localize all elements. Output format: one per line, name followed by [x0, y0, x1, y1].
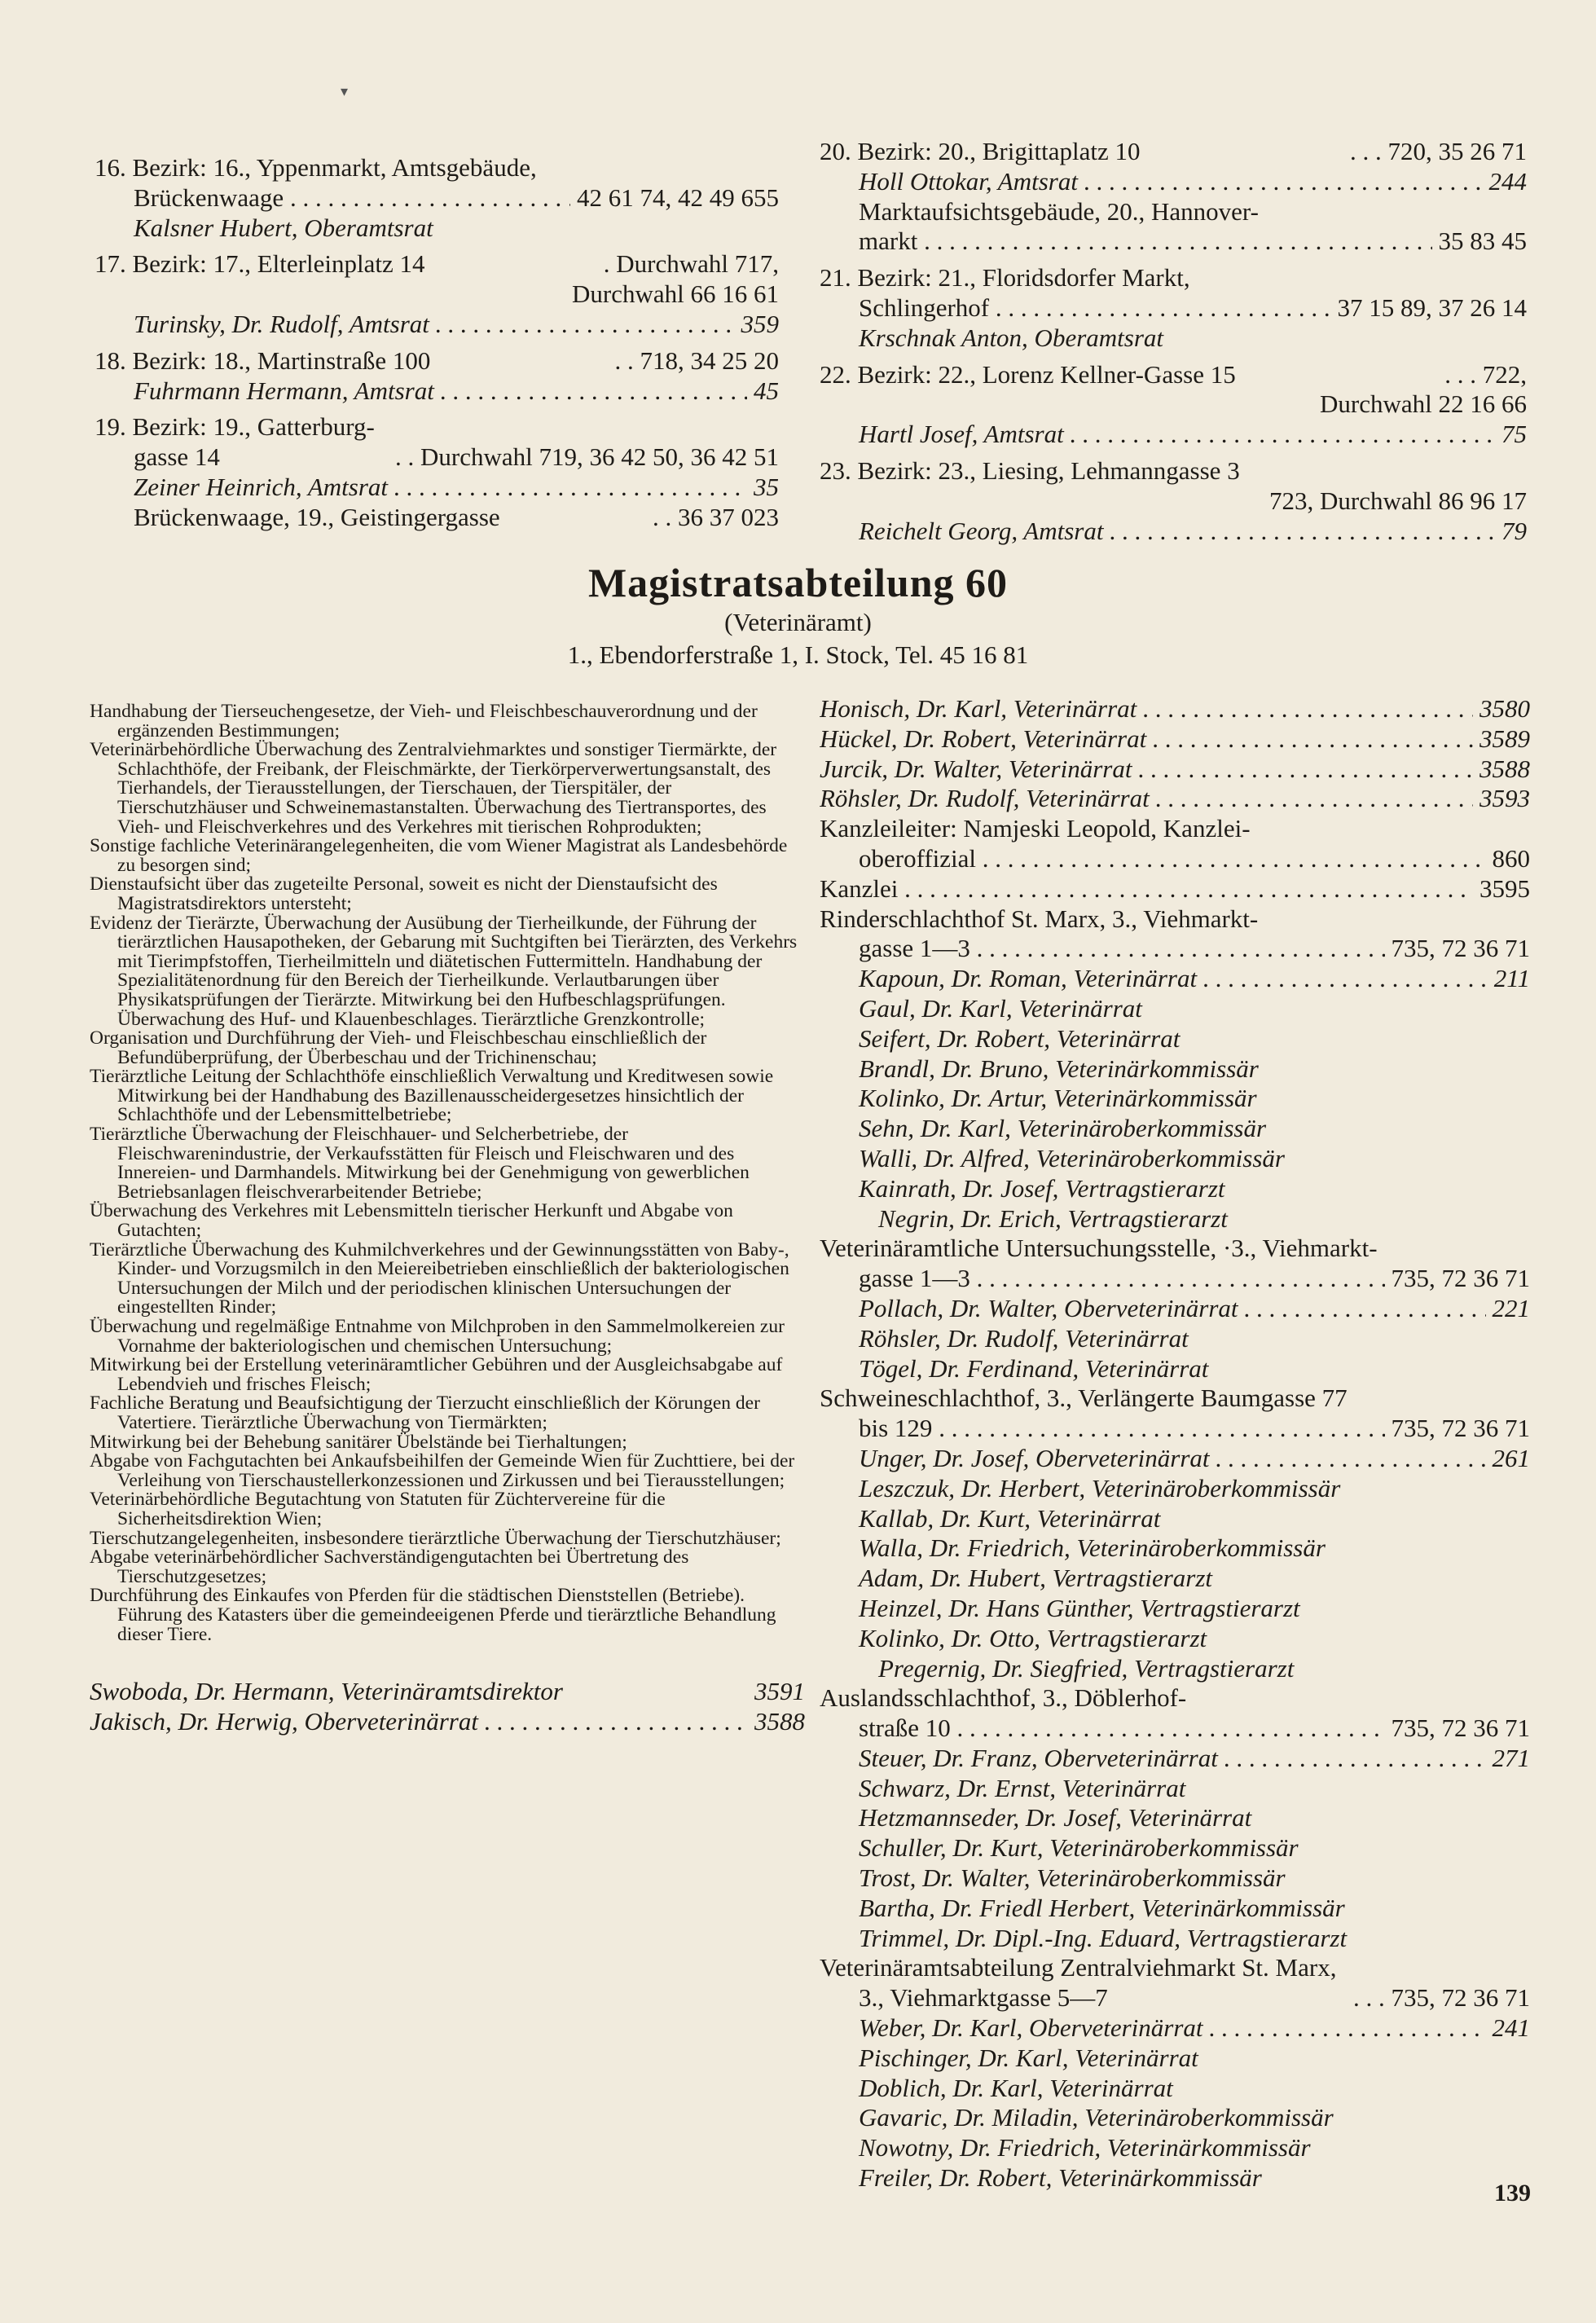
entry-number: . . . 720, 35 26 71: [1343, 137, 1527, 167]
entry-text: Nowotny, Dr. Friedrich, Veterinärkommissär: [859, 2133, 1311, 2162]
entry-line: [820, 389, 1527, 420]
entry-line: [95, 346, 779, 376]
entry-line: [820, 227, 1527, 257]
entry-text: Turinsky, Dr. Rudolf, Amtsrat . . .: [134, 310, 779, 340]
duty-item: Tierärztliche Überwachung des Kuhmilchverkehres und der Gewinnungsstätten von Baby-, Kinder- und Vorzugsmilch in den Meiereibetrieben einschließlich der bakteriologischen Untersuchungen der Milch und der periodischen klinischen Untersuchungen der eingestellten Rinder;: [90, 1238, 789, 1318]
entry-line: [820, 197, 1527, 227]
entry-line: [820, 1863, 1530, 1894]
entry-number: 359: [735, 310, 780, 340]
entry-text: 20. Bezirk: 20., Brigittaplatz 10: [820, 137, 1141, 165]
duty-item: Dienstaufsicht über das zugeteilte Personal, soweit es nicht der Dienstaufsicht des Magistratsdirektors untersteht;: [90, 873, 718, 914]
duty-item: Abgabe veterinärbehördlicher Sachverständigengutachten bei Übertretung des Tierschutzgesetzes;: [90, 1546, 689, 1587]
entry-line: [820, 2133, 1530, 2163]
entry-line: [820, 1204, 1530, 1234]
entry-line: [820, 814, 1530, 844]
entry-line: [820, 904, 1530, 935]
entry-number: 35 83 45: [1432, 227, 1528, 257]
duties-column: [90, 702, 805, 1737]
entry-number: . . . 722,: [1438, 360, 1527, 390]
entry-number: 3591: [748, 1677, 805, 1707]
entry-line: [90, 1677, 805, 1707]
duty-item: Fachliche Beratung und Beaufsichtigung der Tierzucht einschließlich der Körungen der Vatertiere. Tierärztliche Überwachung von Tiermärkten;: [90, 1392, 760, 1433]
duty-item: Veterinärbehördliche Überwachung des Zentralviehmarktes und sonstiger Tiermärkte, der Schlachthöfe, der Freibank, der Fleischmärkte, der Tierkörperverwertungsanstalt, des Tierhandels, der Tierausstellungen, der Tierschauen, der Tierspitäler, der Tierschutzhäuser und Schweinemastanstalten. Überwachung des Tiertransportes, des Vieh- und Fleischverkehres und des Verkehres mit tierischen Rohprodukten;: [90, 739, 777, 838]
entry-line: [820, 964, 1530, 994]
entry-line: [820, 1894, 1530, 1924]
entry-line: [820, 1533, 1530, 1564]
entry-line: [820, 323, 1527, 354]
district-list-right: [820, 137, 1527, 552]
entry-number: 271: [1486, 1744, 1531, 1774]
entry-line: [820, 1504, 1530, 1534]
entry-line: [820, 1774, 1530, 1804]
entry-line: [820, 263, 1527, 293]
entry-text: Hartl Josef, Amtsrat . . .: [859, 420, 1527, 450]
entry-text: Negrin, Dr. Erich, Vertragstierarzt: [878, 1203, 1228, 1233]
entry-line: [95, 183, 779, 213]
entry-text: Durchwahl 66 16 61: [572, 279, 779, 309]
entry-text: Jakisch, Dr. Herwig, Oberveterinärrat . . .: [90, 1707, 805, 1737]
entry-text: Leszczuk, Dr. Herbert, Veterinäroberkommissär: [859, 1473, 1341, 1502]
entry-text: Fuhrmann Hermann, Amtsrat . . .: [134, 376, 779, 407]
entry-line: [820, 1683, 1530, 1714]
entry-number: 79: [1495, 517, 1527, 547]
entry-text: Holl Ottokar, Amtsrat . . .: [859, 167, 1527, 197]
entry-text: Veterinäramtsabteilung Zentralviehmarkt St. Marx,: [820, 1953, 1337, 1982]
entry-text: Hetzmannseder, Dr. Josef, Veterinärrat: [859, 1803, 1252, 1832]
entry-line: [95, 310, 779, 340]
entry-text: Kalsner Hubert, Oberamtsrat: [134, 213, 433, 242]
entry-number: 735, 72 36 71: [1385, 1264, 1531, 1294]
entry-line: [820, 1474, 1530, 1504]
entry-text: Röhsler, Dr. Rudolf, Veterinärrat . . .: [820, 784, 1530, 814]
district-list-left: [95, 153, 779, 539]
entry-line: [820, 1114, 1530, 1144]
entry-number: 241: [1486, 2013, 1531, 2044]
entry-number: 3593: [1473, 784, 1530, 814]
entry-text: 723, Durchwahl 86 96 17: [1269, 486, 1527, 515]
entry-line: [90, 1707, 805, 1737]
entry-text: Walla, Dr. Friedrich, Veterinäroberkommissär: [859, 1533, 1326, 1563]
entry-line: [820, 1953, 1530, 1983]
duty-item: Abgabe von Fachgutachten bei Ankaufsbeihilfen der Gemeinde Wien für Zuchttiere, bei der Verleihung von Tierschaustellerkonzessionen und Zirkussen und bei Tierausstellungen;: [90, 1450, 795, 1491]
duty-item: Durchführung des Einkaufes von Pferden für die städtischen Dienststellen (Betriebe). Führung des Katasters über die gemeindeeigenen Pferde und tierärztliche Behandlung dieser Tiere.: [90, 1585, 776, 1645]
entry-text: Kainrath, Dr. Josef, Vertragstierarzt: [859, 1173, 1225, 1203]
entry-line: [820, 1414, 1530, 1444]
entry-text: Brückenwaage . . .: [134, 183, 779, 213]
page-number: 139: [1494, 2180, 1531, 2206]
entry-text: Veterinäramtliche Untersuchungsstelle, ·3., Viehmarkt-: [820, 1234, 1378, 1263]
entry-number: 211: [1488, 964, 1530, 994]
entry-line: [820, 1384, 1530, 1414]
entry-line: [95, 153, 779, 183]
entry-text: Brandl, Dr. Bruno, Veterinärkommissär: [859, 1054, 1259, 1083]
district-entry: [95, 412, 779, 532]
entry-line: [820, 137, 1527, 167]
entry-line: [95, 279, 779, 310]
entry-line: [820, 724, 1530, 755]
entry-line: [95, 473, 779, 503]
entry-number: 3589: [1473, 724, 1530, 755]
entry-text: Durchwahl 22 16 66: [1320, 389, 1527, 419]
duty-item: Evidenz der Tierärzte, Überwachung der Ausübung der Tierheilkunde, der Führung der tierärztlichen Hausapotheken, der Gebarung mit Suchtgiften bei Tierärzten, des Verkehrs mit Tierimpfstoffen, Tierheilmitteln und diätetischen Futtermitteln. Handhabung der Spezialitätenordnung für den Bereich der Tierheilkunde. Verlautbarungen über Physikatsprüfungen der Tierärzte. Mitwirkung bei den Hufbeschlagsprüfungen. Überwachung des Huf- und Klauenbeschlages. Tierärztliche Grenzkontrolle;: [90, 912, 798, 1030]
department-title: Magistratsabteilung 60: [587, 560, 1009, 605]
entry-text: Tögel, Dr. Ferdinand, Veterinärrat: [859, 1353, 1209, 1383]
entry-text: Schlingerhof . . .: [859, 293, 1527, 323]
entry-text: Weber, Dr. Karl, Oberveterinärrat . . .: [859, 2013, 1530, 2044]
entry-line: [820, 1324, 1530, 1354]
entry-number: . . 36 37 023: [646, 503, 779, 533]
entry-line: [820, 934, 1530, 964]
district-entry: [820, 456, 1527, 546]
entry-text: Seifert, Dr. Robert, Veterinärrat: [859, 1023, 1181, 1053]
entry-line: [820, 2013, 1530, 2044]
entry-text: Gavaric, Dr. Miladin, Veterinäroberkommissär: [859, 2103, 1334, 2132]
entry-line: [820, 2044, 1530, 2074]
department-address: 1., Ebendorferstraße 1, I. Stock, Tel. 45 16 81: [567, 640, 1029, 669]
duty-item: Tierärztliche Überwachung der Fleischhauer- und Selcherbetriebe, der Fleischwarenindustrie, der Verkaufsstätten für Fleisch und Fleischwaren und des Innereien- und Darmhandels. Mitwirkung bei der Genehmigung von gewerblichen Betriebsanlagen fleischverarbeitender Betriebe;: [90, 1124, 750, 1203]
entry-line: [820, 2163, 1530, 2193]
chiefs-list: [90, 1677, 805, 1737]
entry-text: Hückel, Dr. Robert, Veterinärrat . . .: [820, 724, 1530, 755]
entry-number: 860: [1486, 844, 1531, 874]
entry-number: . . Durchwahl 719, 36 42 50, 36 42 51: [389, 442, 779, 473]
entry-line: [820, 1714, 1530, 1744]
district-entry: [95, 153, 779, 243]
entry-text: Krschnak Anton, Oberamtsrat: [859, 323, 1164, 352]
entry-line: [820, 293, 1527, 323]
entry-text: 17. Bezirk: 17., Elterleinplatz 14: [95, 249, 425, 279]
district-entry: [820, 263, 1527, 353]
entry-number: 221: [1486, 1294, 1531, 1324]
entry-number: . . 718, 34 25 20: [609, 346, 780, 376]
entry-line: [820, 1833, 1530, 1863]
entry-line: [820, 1594, 1530, 1624]
entry-line: [820, 1803, 1530, 1833]
district-entry: [95, 249, 779, 339]
entry-text: Kolinko, Dr. Artur, Veterinärkommissär: [859, 1084, 1257, 1113]
entry-number: 261: [1486, 1444, 1531, 1474]
entry-line: [820, 694, 1530, 724]
entry-line: [820, 1624, 1530, 1654]
entry-line: [95, 412, 779, 442]
entry-text: Zeiner Heinrich, Amtsrat . . .: [134, 473, 779, 503]
entry-text: oberoffizial . . .: [859, 844, 1530, 874]
entry-line: [820, 1054, 1530, 1085]
ornament-mark: ▾: [341, 83, 349, 99]
duties-list: [90, 702, 805, 1644]
district-entry: [820, 137, 1527, 257]
entry-line: [820, 1294, 1530, 1324]
entry-text: 21. Bezirk: 21., Floridsdorfer Markt,: [820, 263, 1190, 293]
entry-number: 735, 72 36 71: [1385, 1414, 1531, 1444]
entry-text: Trimmel, Dr. Dipl.-Ing. Eduard, Vertragstierarzt: [859, 1923, 1348, 1952]
entry-text: Swoboda, Dr. Hermann, Veterinäramtsdirektor: [90, 1677, 563, 1706]
entry-text: Kolinko, Dr. Otto, Vertragstierarzt: [859, 1623, 1207, 1652]
duty-item: Handhabung der Tierseuchengesetze, der Vieh- und Fleischbeschauverordnung und der ergänzenden Bestimmungen;: [90, 701, 758, 741]
entry-text: Walli, Dr. Alfred, Veterinäroberkommissär: [859, 1143, 1285, 1172]
entry-line: [820, 1234, 1530, 1264]
entry-text: Marktaufsichtsgebäude, 20., Hannover-: [859, 196, 1259, 226]
entry-line: [820, 994, 1530, 1024]
duty-item: Überwachung des Verkehres mit Lebensmitteln tierischer Herkunft und Abgabe von Gutachten;: [90, 1200, 733, 1242]
entry-text: bis 129 . . .: [859, 1414, 1530, 1444]
staff-list: [820, 694, 1530, 2193]
entry-line: [820, 517, 1527, 547]
entry-number: 3588: [748, 1707, 805, 1737]
entry-number: 3588: [1473, 755, 1530, 785]
entry-text: Röhsler, Dr. Rudolf, Veterinärrat: [859, 1323, 1189, 1353]
entry-number: 42 61 74, 42 49 655: [570, 183, 779, 213]
entry-text: Heinzel, Dr. Hans Günther, Vertragstierarzt: [859, 1593, 1300, 1622]
entry-text: 22. Bezirk: 22., Lorenz Kellner-Gasse 15: [820, 359, 1236, 389]
duty-item: Sonstige fachliche Veterinärangelegenheiten, die vom Wiener Magistrat als Landesbehörde zu besorgen sind;: [90, 835, 788, 876]
entry-text: Honisch, Dr. Karl, Veterinärrat . . .: [820, 694, 1530, 724]
entry-number: 45: [747, 376, 779, 407]
entry-text: Pollach, Dr. Walter, Oberveterinärrat . . .: [859, 1294, 1530, 1324]
entry-line: [820, 1444, 1530, 1474]
entry-number: . Durchwahl 717,: [597, 249, 779, 279]
duty-item: Mitwirkung bei der Behebung sanitärer Übelstände bei Tierhaltungen;: [90, 1431, 627, 1453]
entry-number: 35: [747, 473, 779, 503]
entry-line: [820, 2103, 1530, 2133]
entry-line: [820, 360, 1527, 390]
entry-line: [820, 1564, 1530, 1594]
entry-number: 735, 72 36 71: [1385, 1714, 1531, 1744]
entry-text: Gaul, Dr. Karl, Veterinärrat: [859, 993, 1142, 1023]
entry-text: 23. Bezirk: 23., Liesing, Lehmanngasse 3: [820, 455, 1240, 485]
entry-line: [820, 1024, 1530, 1054]
entry-line: [820, 1983, 1530, 2013]
entry-text: Sehn, Dr. Karl, Veterinäroberkommissär: [859, 1114, 1267, 1143]
entry-line: [820, 1174, 1530, 1204]
duty-item: Mitwirkung bei der Erstellung veterinäramtlicher Gebühren und der Ausgleichsabgabe auf Lebendvieh und frisches Fleisch;: [90, 1354, 783, 1395]
entry-line: [820, 784, 1530, 814]
entry-line: [820, 167, 1527, 197]
entry-line: [95, 249, 779, 279]
district-entry: [95, 346, 779, 407]
entry-text: Unger, Dr. Josef, Oberveterinärrat . . .: [859, 1444, 1530, 1474]
entry-text: 19. Bezirk: 19., Gatterburg-: [95, 412, 375, 442]
duty-item: Tierschutzangelegenheiten, insbesondere tierärztliche Überwachung der Tierschutzhäuser;: [90, 1527, 781, 1549]
entry-text: straße 10 . . .: [859, 1714, 1530, 1744]
entry-text: Auslandsschlachthof, 3., Döblerhof-: [820, 1683, 1187, 1713]
entry-text: Pregernig, Dr. Siegfried, Vertragstierarzt: [878, 1653, 1295, 1683]
entry-text: markt . . .: [859, 227, 1527, 257]
section-heading: [0, 559, 1596, 671]
entry-number: 37 15 89, 37 26 14: [1331, 293, 1528, 323]
duty-item: Organisation und Durchführung der Vieh- und Fleischbeschau einschließlich der Befundüberprüfung, der Überbeschau und der Trichinenschau;: [90, 1027, 707, 1068]
department-subtitle: (Veterinäramt): [724, 608, 872, 636]
entry-text: gasse 1—3 . . .: [859, 1264, 1530, 1294]
entry-line: [95, 376, 779, 407]
entry-text: Kapoun, Dr. Roman, Veterinärrat . . .: [859, 964, 1530, 994]
entry-number: 3595: [1473, 874, 1530, 904]
entry-number: 75: [1495, 420, 1527, 450]
entry-line: [820, 2074, 1530, 2104]
entry-text: Rinderschlachthof St. Marx, 3., Viehmarkt-: [820, 904, 1259, 933]
entry-text: Brückenwaage, 19., Geistingergasse: [134, 502, 500, 531]
entry-text: gasse 1—3 . . .: [859, 934, 1530, 964]
entry-text: Adam, Dr. Hubert, Vertragstierarzt: [859, 1564, 1213, 1593]
duty-item: Veterinärbehördliche Begutachtung von Statuten für Züchtervereine für die Sicherheitsdirektion Wien;: [90, 1489, 666, 1529]
entry-line: [820, 874, 1530, 904]
entry-number: . . . 735, 72 36 71: [1347, 1983, 1530, 2013]
entry-number: 735, 72 36 71: [1385, 934, 1531, 964]
entry-text: 18. Bezirk: 18., Martinstraße 100: [95, 345, 431, 375]
entry-text: Trost, Dr. Walter, Veterinäroberkommissär: [859, 1863, 1286, 1893]
duty-item: Tierärztliche Leitung der Schlachthöfe einschließlich Verwaltung und Kreditwesen sowie Mitwirkung bei der Handhabung des Bazillenausscheidergesetzes hinsichtlich der Schlachthöfe und der Lebensmittelbetriebe;: [90, 1066, 774, 1126]
entry-line: [820, 844, 1530, 874]
entry-text: Kanzleileiter: Namjeski Leopold, Kanzlei-: [820, 814, 1251, 843]
entry-text: Doblich, Dr. Karl, Veterinärrat: [859, 2073, 1173, 2102]
entry-text: Reichelt Georg, Amtsrat . . .: [859, 517, 1527, 547]
entry-text: 16. Bezirk: 16., Yppenmarkt, Amtsgebäude,: [95, 153, 537, 182]
entry-text: Schwarz, Dr. Ernst, Veterinärrat: [859, 1773, 1186, 1802]
entry-number: 244: [1483, 167, 1528, 197]
district-entry: [820, 360, 1527, 450]
entry-text: Steuer, Dr. Franz, Oberveterinärrat . . .: [859, 1744, 1530, 1774]
entry-line: [820, 486, 1527, 517]
entry-line: [820, 1744, 1530, 1774]
entry-line: [820, 456, 1527, 486]
entry-line: [95, 213, 779, 244]
entry-text: gasse 14: [134, 442, 220, 472]
entry-text: 3., Viehmarktgasse 5—7: [859, 1983, 1108, 2013]
entry-line: [820, 755, 1530, 785]
duty-item: Überwachung und regelmäßige Entnahme von Milchproben in den Sammelmolkereien zur Vornahme der bakteriologischen und chemischen Untersuchung;: [90, 1316, 785, 1357]
entry-text: Kanzlei . . .: [820, 874, 1530, 904]
entry-number: 3580: [1473, 694, 1530, 724]
entry-text: Freiler, Dr. Robert, Veterinärkommissär: [859, 2163, 1262, 2193]
entry-line: [820, 1084, 1530, 1114]
entry-line: [820, 1264, 1530, 1294]
entry-text: Schuller, Dr. Kurt, Veterinäroberkommissär: [859, 1833, 1299, 1863]
entry-text: Bartha, Dr. Friedl Herbert, Veterinärkommissär: [859, 1893, 1345, 1922]
entry-line: [820, 1144, 1530, 1174]
entry-text: Pischinger, Dr. Karl, Veterinärrat: [859, 2043, 1198, 2072]
entry-line: [95, 442, 779, 473]
entry-line: [820, 1354, 1530, 1384]
entry-line: [820, 420, 1527, 450]
entry-text: Jurcik, Dr. Walter, Veterinärrat . . .: [820, 755, 1530, 785]
entry-line: [95, 503, 779, 533]
entry-line: [820, 1924, 1530, 1954]
entry-line: [820, 1654, 1530, 1684]
entry-text: Schweineschlachthof, 3., Verlängerte Baumgasse 77: [820, 1384, 1348, 1413]
entry-text: Kallab, Dr. Kurt, Veterinärrat: [859, 1503, 1161, 1533]
